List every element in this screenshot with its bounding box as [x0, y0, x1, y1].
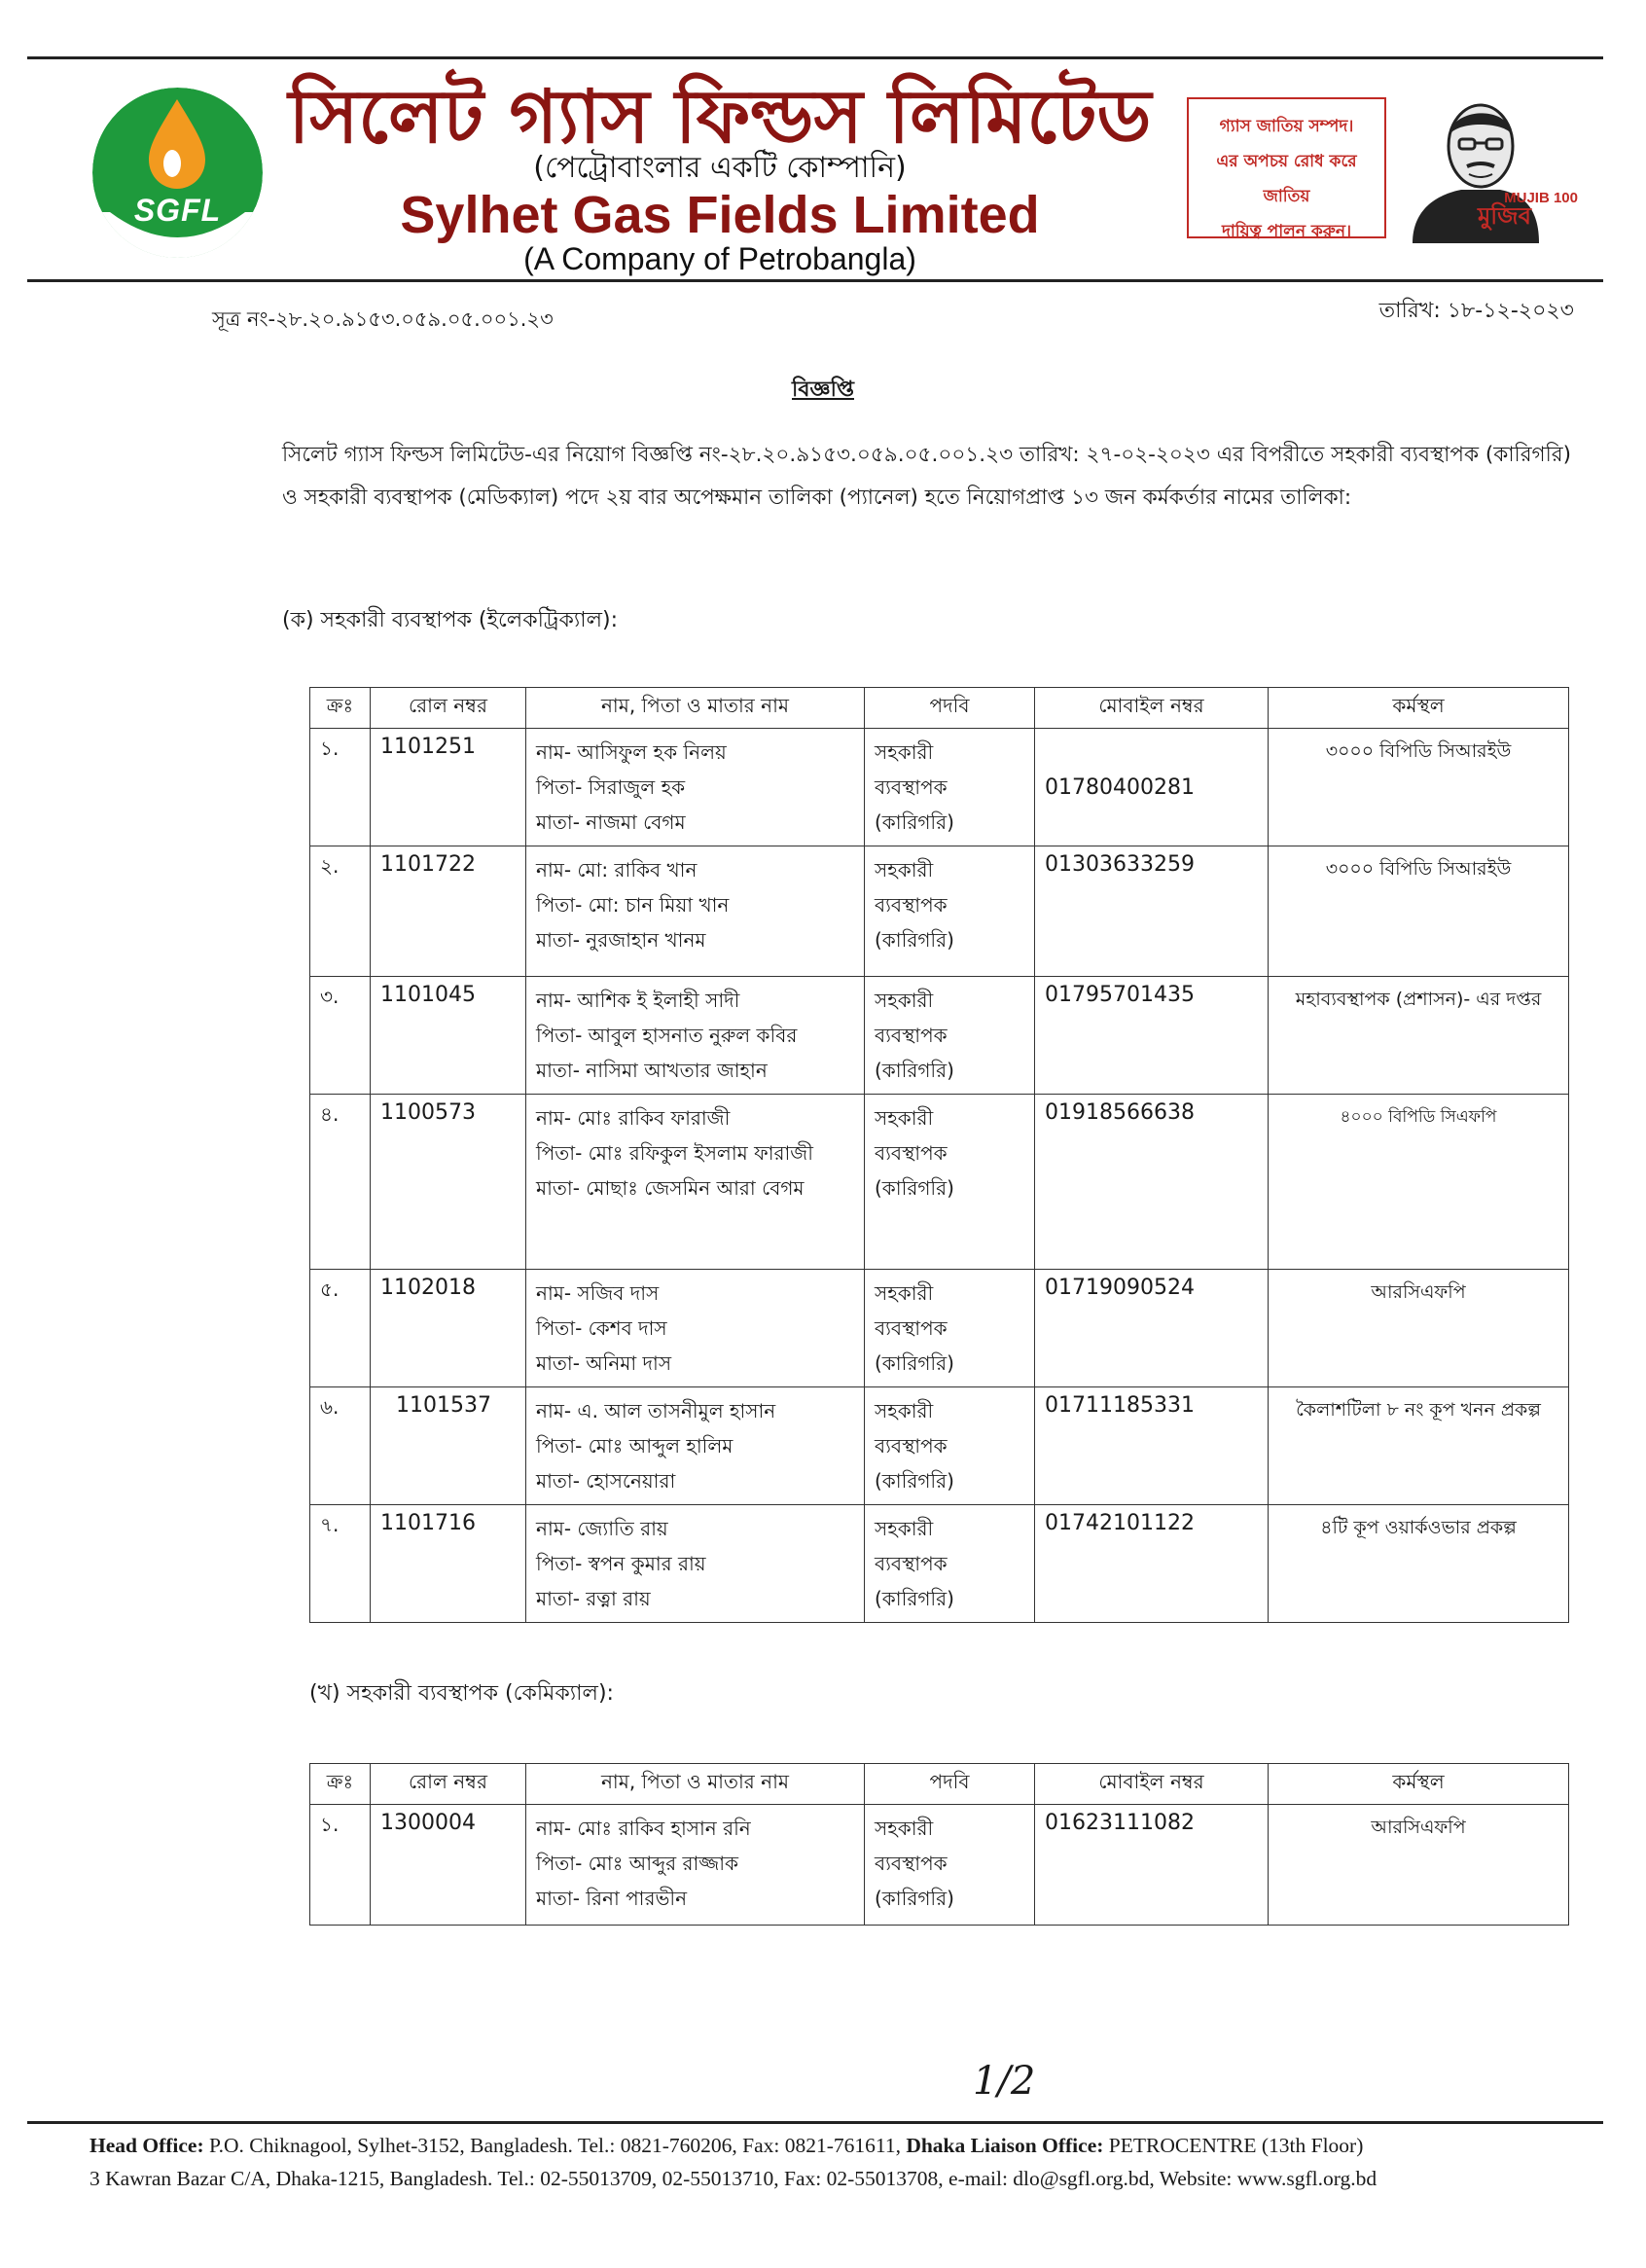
workplace: মহাব্যবস্থাপক (প্রশাসন)- এর দপ্তর — [1269, 977, 1569, 1095]
head-office-label: Head Office: — [89, 2134, 204, 2157]
mobile-number: 01742101122 — [1035, 1505, 1269, 1623]
post-line: (কারিগরি) — [875, 1176, 954, 1200]
post-cell — [865, 977, 1035, 1095]
name: নাম- সজিব দাস — [536, 1281, 660, 1305]
post-line: সহকারী — [875, 1106, 934, 1130]
col-serial: ক্রঃ — [310, 688, 371, 729]
post-line: (কারিগরি) — [875, 1351, 954, 1375]
workplace: কৈলাশটিলা ৮ নং কূপ খনন প্রকল্প — [1269, 1387, 1569, 1505]
father-name: পিতা- সিরাজুল হক — [536, 775, 686, 799]
father-name: পিতা- মোঃ আব্দুর রাজ্জাক — [536, 1852, 739, 1875]
logo-text: SGFL — [133, 193, 222, 228]
mother-name: মাতা- হোসনেয়ারা — [536, 1469, 676, 1493]
footer-line-1 — [89, 2129, 1578, 2162]
post-line: সহকারী — [875, 1281, 934, 1305]
page-number: 1/2 — [973, 2059, 1036, 2104]
workplace: ৩০০০ বিপিডি সিআরইউ — [1269, 846, 1569, 977]
col-mobile: মোবাইল নম্বর — [1035, 1764, 1269, 1805]
post-line: সহকারী — [875, 858, 934, 882]
serial: ৪. — [310, 1095, 371, 1270]
post-line: (কারিগরি) — [875, 1469, 954, 1493]
company-title-bn: সিলেট গ্যাস ফিল্ডস লিমিটেড — [288, 73, 1152, 160]
table-header-row — [310, 688, 1569, 729]
header-bottom-rule — [27, 279, 1603, 282]
table-row — [310, 1387, 1569, 1505]
names-cell — [526, 1805, 865, 1926]
roll-number: 1300004 — [371, 1805, 526, 1926]
name: নাম- মোঃ রাকিব হাসান রনি — [536, 1817, 751, 1840]
mobile-number: 01780400281 — [1035, 729, 1269, 846]
workplace: ৪টি কূপ ওয়ার্কওভার প্রকল্প — [1269, 1505, 1569, 1623]
mother-name: মাতা- মোছাঃ জেসমিন আরা বেগম — [536, 1176, 805, 1200]
names-cell — [526, 1270, 865, 1387]
roll-number: 1101045 — [371, 977, 526, 1095]
post-line: ব্যবস্থাপক — [875, 1024, 948, 1047]
col-post: পদবি — [865, 688, 1035, 729]
col-workplace: কর্মস্থল — [1269, 1764, 1569, 1805]
slogan-line: এর অপচয় রোধ করে জাতিয় — [1216, 152, 1357, 206]
workplace: ৩০০০ বিপিডি সিআরইউ — [1269, 729, 1569, 846]
post-cell — [865, 1805, 1035, 1926]
serial: ৭. — [310, 1505, 371, 1623]
post-line: সহকারী — [875, 1517, 934, 1540]
mobile-number: 01303633259 — [1035, 846, 1269, 977]
post-cell — [865, 1095, 1035, 1270]
col-names: নাম, পিতা ও মাতার নাম — [526, 688, 865, 729]
roll-number: 1101251 — [371, 729, 526, 846]
mother-name: মাতা- নুরজাহান খানম — [536, 928, 706, 952]
sgfl-logo — [92, 88, 263, 258]
names-cell — [526, 729, 865, 846]
col-roll: রোল নম্বর — [371, 688, 526, 729]
father-name: পিতা- মো: চান মিয়া খান — [536, 893, 730, 917]
company-subtitle-bn: (পেট্রোবাংলার একটি কোম্পানি) — [533, 151, 907, 185]
names-cell — [526, 1387, 865, 1505]
mobile-number: 01795701435 — [1035, 977, 1269, 1095]
name: নাম- জ্যোতি রায় — [536, 1517, 668, 1540]
serial: ১. — [310, 729, 371, 846]
post-line: (কারিগরি) — [875, 1059, 954, 1082]
head-office-text: P.O. Chiknagool, Sylhet-3152, Bangladesh. Tel.: 0821-760206, Fax: 0821-761611, — [209, 2134, 901, 2157]
name: নাম- মোঃ রাকিব ফারাজী — [536, 1106, 731, 1130]
slogan-line: গ্যাস জাতিয় সম্পদ। — [1219, 117, 1354, 136]
notice-date: তারিখ: ১৮-১২-২০২৩ — [1378, 299, 1574, 323]
mujib-logo-text: মুজিব — [1477, 202, 1531, 230]
names-cell — [526, 977, 865, 1095]
names-cell — [526, 1095, 865, 1270]
roll-number: 1101537 — [371, 1387, 526, 1505]
roll-number: 1100573 — [371, 1095, 526, 1270]
table-header-row — [310, 1764, 1569, 1805]
post-line: ব্যবস্থাপক — [875, 1552, 948, 1575]
father-name: পিতা- স্বপন কুমার রায় — [536, 1552, 706, 1575]
names-cell — [526, 846, 865, 977]
table-row — [310, 729, 1569, 846]
col-post: পদবি — [865, 1764, 1035, 1805]
post-line: সহকারী — [875, 1399, 934, 1422]
col-mobile: মোবাইল নম্বর — [1035, 688, 1269, 729]
section-a-title: (ক) সহকারী ব্যবস্থাপক (ইলেকট্রিক্যাল): — [282, 608, 619, 632]
footer — [89, 2129, 1578, 2195]
mother-name: মাতা- রিনা পারভীন — [536, 1887, 688, 1910]
table-row — [310, 1805, 1569, 1926]
footer-line-2: 3 Kawran Bazar C/A, Dhaka-1215, Bangladesh. Tel.: 02-55013709, 02-55013710, Fax: 02-55013708, e-mail: dlo@sgfl.org.bd, Website: www.sgfl.org.bd — [89, 2167, 1378, 2190]
company-subtitle-en: (A Company of Petrobangla) — [523, 241, 916, 276]
dhaka-office-text: PETROCENTRE (13th Floor) — [1108, 2134, 1364, 2157]
serial: ৬. — [310, 1387, 371, 1505]
workplace: আরসিএফপি — [1269, 1270, 1569, 1387]
header-top-rule — [27, 56, 1603, 59]
slogan-box — [1187, 97, 1386, 241]
post-cell — [865, 1270, 1035, 1387]
workplace: আরসিএফপি — [1269, 1805, 1569, 1926]
name: নাম- আসিফুল হক নিলয় — [536, 740, 727, 764]
notice-title: বিজ্ঞপ্তি — [792, 378, 854, 402]
roll-number: 1102018 — [371, 1270, 526, 1387]
col-workplace: কর্মস্থল — [1269, 688, 1569, 729]
table-row — [310, 846, 1569, 977]
mobile-number: 01719090524 — [1035, 1270, 1269, 1387]
footer-rule — [27, 2121, 1603, 2124]
table-row — [310, 1505, 1569, 1623]
post-cell — [865, 1387, 1035, 1505]
post-line: ব্যবস্থাপক — [875, 1141, 948, 1165]
names-cell — [526, 1505, 865, 1623]
company-title-en: Sylhet Gas Fields Limited — [400, 186, 1040, 244]
section-b-title: (খ) সহকারী ব্যবস্থাপক (কেমিক্যাল): — [309, 1681, 614, 1706]
mobile-number: 01623111082 — [1035, 1805, 1269, 1926]
father-name: পিতা- আবুল হাসনাত নুরুল কবির — [536, 1024, 798, 1047]
mujib-portrait — [1393, 92, 1578, 243]
name: নাম- মো: রাকিব খান — [536, 858, 698, 882]
mother-name: মাতা- নাজমা বেগম — [536, 810, 686, 834]
mother-name: মাতা- অনিমা দাস — [536, 1351, 672, 1375]
post-line: ব্যবস্থাপক — [875, 1434, 948, 1458]
father-name: পিতা- কেশব দাস — [536, 1316, 667, 1340]
post-cell — [865, 1505, 1035, 1623]
serial: ১. — [310, 1805, 371, 1926]
mobile-number: 01711185331 — [1035, 1387, 1269, 1505]
name: নাম- আশিক ই ইলাহী সাদী — [536, 989, 740, 1012]
col-serial: ক্রঃ — [310, 1764, 371, 1805]
post-line: ব্যবস্থাপক — [875, 893, 948, 917]
table-row — [310, 1095, 1569, 1270]
logo-emblem-icon — [92, 88, 263, 258]
slogan-line: দায়িত্ব পালন করুন। — [1221, 222, 1352, 241]
post-cell — [865, 846, 1035, 977]
mother-name: মাতা- রত্না রায় — [536, 1587, 651, 1610]
post-line: (কারিগরি) — [875, 1587, 954, 1610]
reference-number: সূত্র নং-২৮.২০.৯১৫৩.০৫৯.০৫.০০১.২৩ — [212, 307, 554, 331]
father-name: পিতা- মোঃ আব্দুল হালিম — [536, 1434, 734, 1458]
col-names: নাম, পিতা ও মাতার নাম — [526, 1764, 865, 1805]
mujib-100-text: MUJIB 100 — [1504, 190, 1578, 206]
dhaka-office-label: Dhaka Liaison Office: — [906, 2134, 1104, 2157]
section-a-table — [309, 687, 1569, 1623]
post-line: ব্যবস্থাপক — [875, 1852, 948, 1875]
post-line: (কারিগরি) — [875, 810, 954, 834]
name: নাম- এ. আল তাসনীমুল হাসান — [536, 1399, 776, 1422]
table-row — [310, 977, 1569, 1095]
post-line: (কারিগরি) — [875, 1887, 954, 1910]
roll-number: 1101722 — [371, 846, 526, 977]
post-line: (কারিগরি) — [875, 928, 954, 952]
mother-name: মাতা- নাসিমা আখতার জাহান — [536, 1059, 768, 1082]
post-line: ব্যবস্থাপক — [875, 775, 948, 799]
post-line: সহকারী — [875, 1817, 934, 1840]
notice-intro: সিলেট গ্যাস ফিল্ডস লিমিটেড-এর নিয়োগ বিজ্ঞপ্তি নং-২৮.২০.৯১৫৩.০৫৯.০৫.০০১.২৩ তারিখ: ২৭-০২-২০২৩ এর বিপরীতে সহকারী ব্যবস্থাপক (কারিগরি) ও সহকারী ব্যবস্থাপক (মেডিক্যাল) পদে ২য় বার অপেক্ষমান তালিকা (প্যানেল) হতে নিয়োগপ্রাপ্ত ১৩ জন কর্মকর্তার নামের তালিকা: — [282, 443, 1571, 510]
serial: ২. — [310, 846, 371, 977]
post-line: সহকারী — [875, 989, 934, 1012]
table-row — [310, 1270, 1569, 1387]
post-line: ব্যবস্থাপক — [875, 1316, 948, 1340]
mobile-number: 01918566638 — [1035, 1095, 1269, 1270]
roll-number: 1101716 — [371, 1505, 526, 1623]
post-cell — [865, 729, 1035, 846]
section-b-table — [309, 1763, 1569, 1926]
serial: ৫. — [310, 1270, 371, 1387]
post-line: সহকারী — [875, 740, 934, 764]
father-name: পিতা- মোঃ রফিকুল ইসলাম ফারাজী — [536, 1141, 813, 1165]
workplace: ৪০০০ বিপিডি সিএফপি — [1269, 1095, 1569, 1270]
serial: ৩. — [310, 977, 371, 1095]
col-roll: রোল নম্বর — [371, 1764, 526, 1805]
